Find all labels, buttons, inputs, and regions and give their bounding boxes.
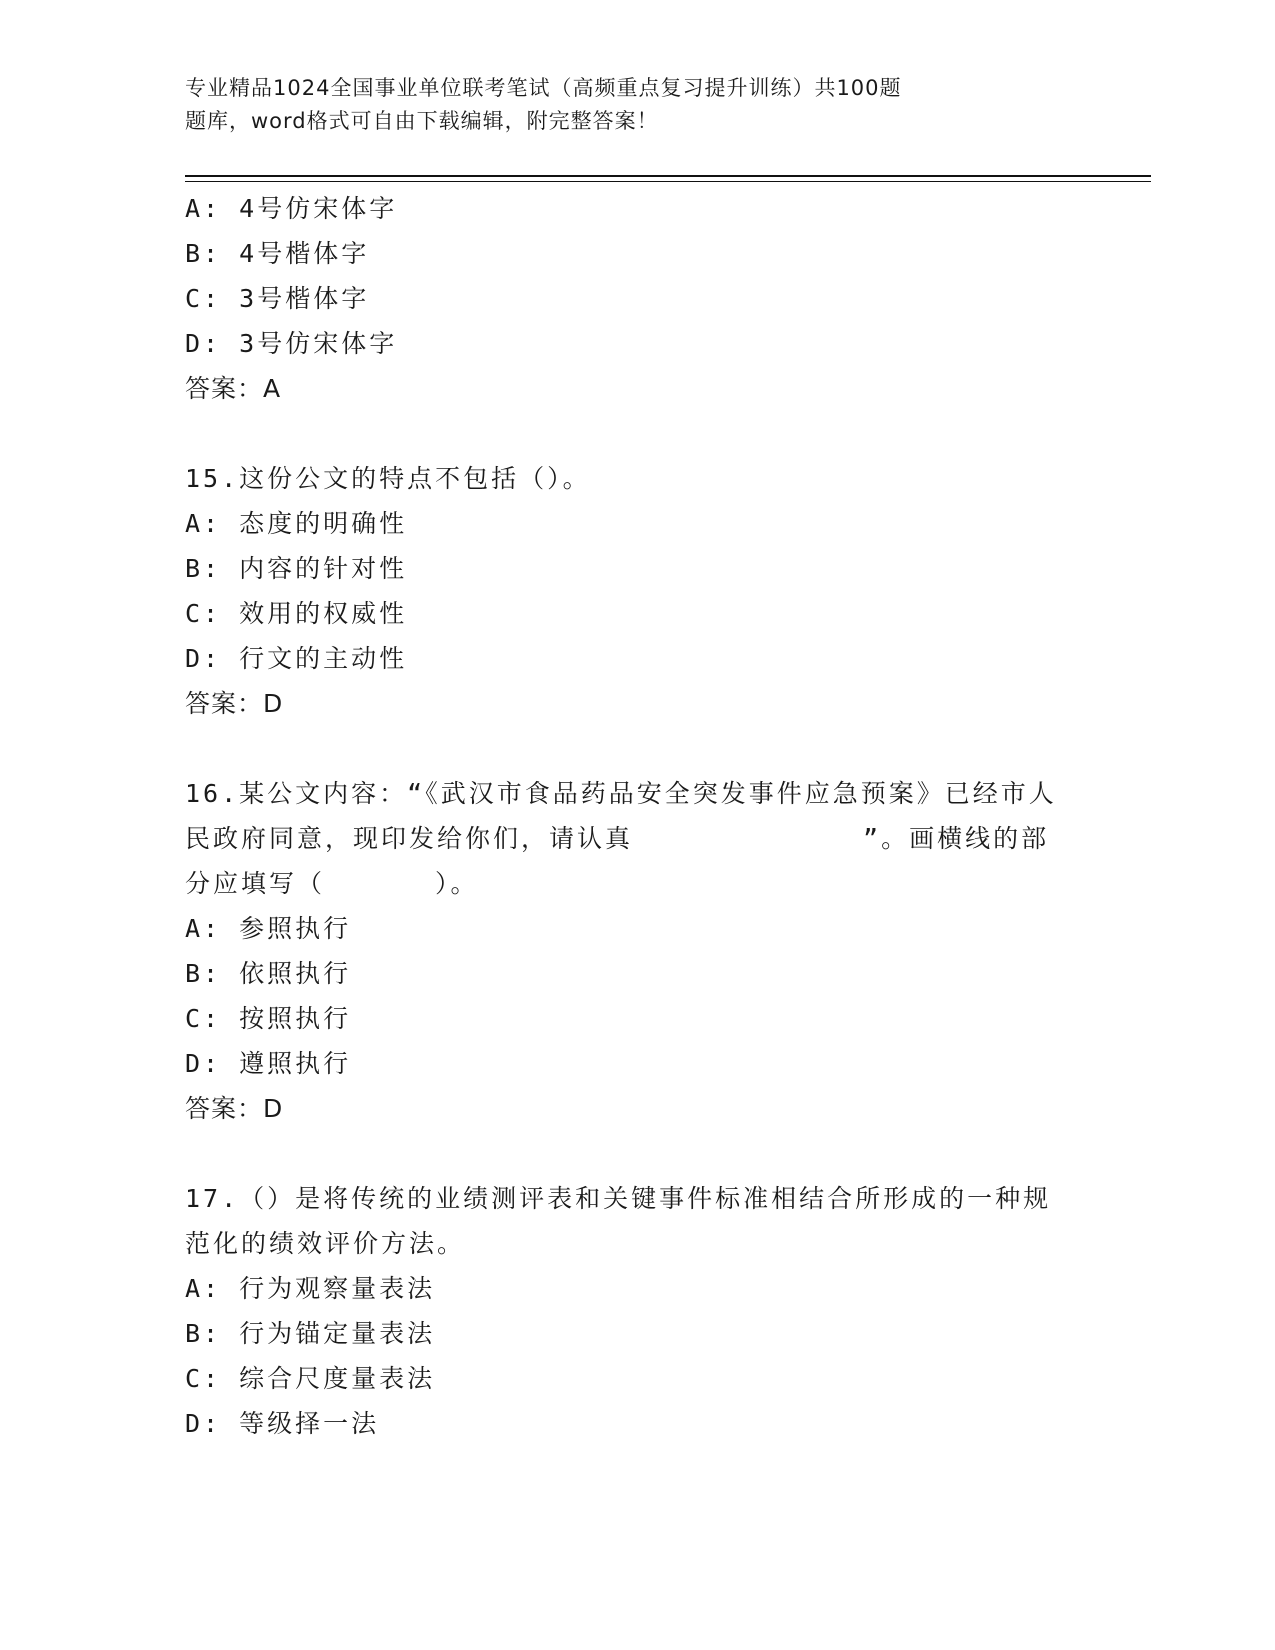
- option-a: A: 参照执行: [185, 914, 352, 943]
- spacer: [185, 1131, 1085, 1176]
- option-b: B: 依照执行: [185, 959, 352, 988]
- option-c: C: 按照执行: [185, 1004, 352, 1033]
- question-14: [185, 186, 1085, 411]
- option-d: D: 等级择一法: [185, 1409, 380, 1438]
- option-b: B: 行为锚定量表法: [185, 1319, 436, 1348]
- header-line-1: 专业精品1024全国事业单位联考笔试（高频重点复习提升训练）共100题: [185, 76, 902, 100]
- document-header: [185, 72, 1005, 138]
- option-d: D: 遵照执行: [185, 1049, 352, 1078]
- answer-text: 答案：D: [185, 689, 284, 718]
- question-stem: 17.（）是将传统的业绩测评表和关键事件标准相结合所形成的一种规范化的绩效评价方法。: [185, 1184, 1052, 1258]
- stem-part-1: 16.某公文内容：“《武汉市食品药品安全突发事件应急预案》已经市人民政府同意，现印发给你们，请认真: [185, 779, 1057, 853]
- question-17: [185, 1176, 1085, 1446]
- question-15: [185, 456, 1085, 726]
- option-c: C: 综合尺度量表法: [185, 1364, 436, 1393]
- answer-text: 答案：A: [185, 374, 282, 403]
- option-d: D: 行文的主动性: [185, 644, 408, 673]
- option-a: A: 态度的明确性: [185, 509, 408, 538]
- question-stem: 15.这份公文的特点不包括（）。: [185, 464, 591, 493]
- option-c: C: 效用的权威性: [185, 599, 408, 628]
- answer-text: 答案：D: [185, 1094, 284, 1123]
- header-rule-thin: [185, 181, 1151, 182]
- stem-part-2: ”。画横线的部分应填写（: [185, 824, 1050, 898]
- header-line-2: 题库，word格式可自由下载编辑，附完整答案！: [185, 109, 659, 133]
- option-a: A: 行为观察量表法: [185, 1274, 436, 1303]
- header-rule-thick: [185, 175, 1151, 177]
- spacer: [185, 411, 1085, 456]
- question-list: [185, 186, 1085, 1446]
- spacer: [185, 726, 1085, 771]
- option-d: D: 3号仿宋体字: [185, 329, 398, 358]
- question-stem: [185, 771, 1065, 906]
- option-b: B: 4号楷体字: [185, 239, 370, 268]
- question-16: [185, 771, 1085, 1131]
- option-c: C: 3号楷体字: [185, 284, 370, 313]
- stem-part-3: ）。: [435, 869, 479, 898]
- option-b: B: 内容的针对性: [185, 554, 408, 583]
- option-a: A: 4号仿宋体字: [185, 194, 398, 223]
